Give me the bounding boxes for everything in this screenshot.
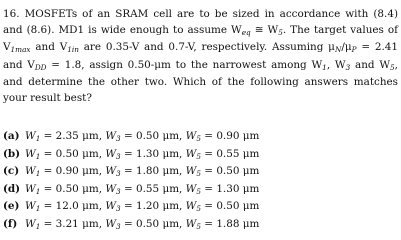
question-text [3, 7, 398, 107]
width-subscript: 1 [35, 221, 41, 231]
width-symbol: W [185, 165, 197, 178]
width-subscript: 5 [196, 151, 201, 161]
answer-letter: (b) [3, 147, 21, 160]
width-symbol: W [25, 200, 36, 213]
width-subscript: 3 [116, 151, 121, 161]
question-fragment: , and determine the other two. Which of the following answers matches your result best? [3, 58, 398, 104]
answer-values: $W_1 = 3.21$ μm, $W_3 = 0.50$ μm, $W_5 = 1.88$ μm [25, 217, 260, 231]
subscript: 1max [10, 45, 31, 55]
width-subscript: 1 [35, 151, 41, 161]
subscript: 1 [322, 62, 327, 72]
subscript: eq [241, 27, 251, 37]
width-value: 0.90 [216, 130, 240, 142]
unit-label: μm [82, 200, 99, 213]
unit-label: μm [242, 182, 260, 195]
subscript: 5 [278, 27, 283, 37]
width-value: 12.0 [55, 200, 79, 213]
width-symbol: W [25, 147, 36, 160]
answer-letter: (e) [3, 200, 20, 213]
question-fragment: . The target values of V [3, 23, 398, 54]
width-symbol: W [105, 165, 117, 178]
width-value: 1.80 [135, 165, 160, 178]
width-value: 0.50 [135, 130, 160, 142]
width-value: 1.30 [135, 147, 160, 160]
subscript: DD [34, 62, 47, 72]
question-fragment: = 1.8, assign 0.50-μm to the narrowest among W [46, 58, 323, 71]
unit-label: μm [82, 147, 99, 160]
width-subscript: 1 [35, 169, 41, 179]
width-subscript: 5 [196, 186, 201, 196]
unit-label: μm [162, 217, 180, 230]
width-symbol: W [185, 217, 197, 230]
answer-option[interactable] [3, 129, 398, 147]
answer-option[interactable] [3, 164, 398, 182]
unit-label: μm [242, 217, 260, 230]
width-subscript: 3 [116, 134, 121, 143]
question-fragment: are 0.35-V and 0.7-V, respectively. Assuming μ [78, 41, 335, 54]
width-value: 1.88 [216, 217, 240, 230]
width-subscript: 5 [196, 204, 201, 214]
width-value: 0.90 [55, 165, 79, 178]
question-number: 16. [3, 8, 20, 20]
width-symbol: W [185, 147, 197, 160]
width-value: 1.30 [216, 182, 240, 195]
question-fragment: = 2.41 and V [3, 41, 398, 71]
width-subscript: 1 [35, 186, 41, 196]
width-symbol: W [105, 200, 117, 213]
width-subscript: 3 [116, 169, 121, 179]
unit-label: μm [242, 200, 260, 213]
answer-option[interactable] [3, 147, 398, 165]
width-value: 1.20 [135, 200, 160, 213]
answer-option[interactable] [3, 199, 398, 217]
width-symbol: W [185, 130, 197, 142]
unit-label: μm [162, 200, 180, 213]
unit-label: μm [82, 130, 99, 142]
width-symbol: W [105, 147, 117, 160]
width-symbol: W [25, 182, 36, 195]
width-value: 0.55 [135, 182, 160, 195]
question-fragment: and V [30, 41, 68, 54]
answer-letter: (c) [3, 165, 20, 178]
subscript: N [334, 45, 342, 55]
width-value: 0.55 [216, 147, 240, 160]
width-symbol: W [105, 217, 117, 230]
width-symbol: W [105, 182, 117, 195]
answer-option[interactable] [3, 217, 398, 235]
width-symbol: W [105, 130, 117, 142]
width-value: 0.50 [216, 165, 240, 178]
width-symbol: W [185, 182, 197, 195]
answer-values: $W_1 = 0.50$ μm, $W_3 = 1.30$ μm, $W_5 = 0.55$ μm [25, 147, 260, 161]
answer-values: $W_1 = 12.0$ μm, $W_3 = 1.20$ μm, $W_5 = 0.50$ μm [25, 200, 260, 214]
question-fragment: ≅ W [250, 23, 279, 36]
answer-list [3, 129, 398, 235]
width-symbol: W [25, 217, 36, 230]
answer-letter: (a) [3, 130, 20, 142]
unit-label: μm [82, 165, 99, 178]
width-value: 0.50 [216, 200, 240, 213]
answer-values: $W_1 = 0.90$ μm, $W_3 = 1.80$ μm, $W_5 = 0.50$ μm [25, 165, 260, 179]
answer-values: $W_1 = 0.50$ μm, $W_3 = 0.55$ μm, $W_5 = 1.30$ μm [25, 182, 260, 196]
unit-label: μm [242, 165, 260, 178]
width-value: 0.50 [55, 147, 79, 160]
width-subscript: 1 [35, 134, 41, 143]
question-fragment: , W [326, 58, 346, 71]
width-symbol: W [25, 130, 36, 142]
width-subscript: 5 [196, 134, 201, 143]
width-subscript: 5 [196, 221, 201, 231]
width-subscript: 3 [116, 221, 121, 231]
question-fragment: and W [350, 58, 391, 71]
width-value: 0.50 [135, 217, 160, 230]
subscript: 1in [67, 45, 79, 55]
width-symbol: W [25, 165, 36, 178]
subscript: 3 [345, 62, 351, 72]
unit-label: μm [82, 182, 99, 195]
unit-label: μm [242, 130, 260, 142]
question-fragment: /μ [341, 41, 352, 54]
width-subscript: 3 [116, 204, 121, 214]
unit-label: μm [242, 147, 260, 160]
unit-label: μm [162, 165, 180, 178]
unit-label: μm [162, 130, 180, 142]
width-subscript: 5 [196, 169, 201, 179]
width-subscript: 3 [116, 186, 121, 196]
unit-label: μm [162, 182, 180, 195]
unit-label: μm [82, 217, 99, 230]
unit-label: μm [162, 147, 180, 160]
answer-letter: (f) [3, 217, 18, 230]
subscript: P [351, 45, 357, 55]
width-value: 2.35 [55, 130, 79, 142]
question-fragment: MOSFETs of an SRAM cell are to be sized in accordance with (8.4) and (8.6). MD1 is wide enough to assume W [3, 8, 399, 36]
answer-values: $W_1 = 2.35$ μm, $W_3 = 0.50$ μm, $W_5 = 0.90$ μm [25, 130, 260, 143]
width-value: 3.21 [55, 217, 79, 230]
width-symbol: W [185, 200, 197, 213]
subscript: 5 [390, 62, 395, 72]
width-value: 0.50 [55, 182, 79, 195]
answer-letter: (d) [3, 182, 21, 195]
width-subscript: 1 [35, 204, 41, 214]
answer-option[interactable] [3, 182, 398, 200]
